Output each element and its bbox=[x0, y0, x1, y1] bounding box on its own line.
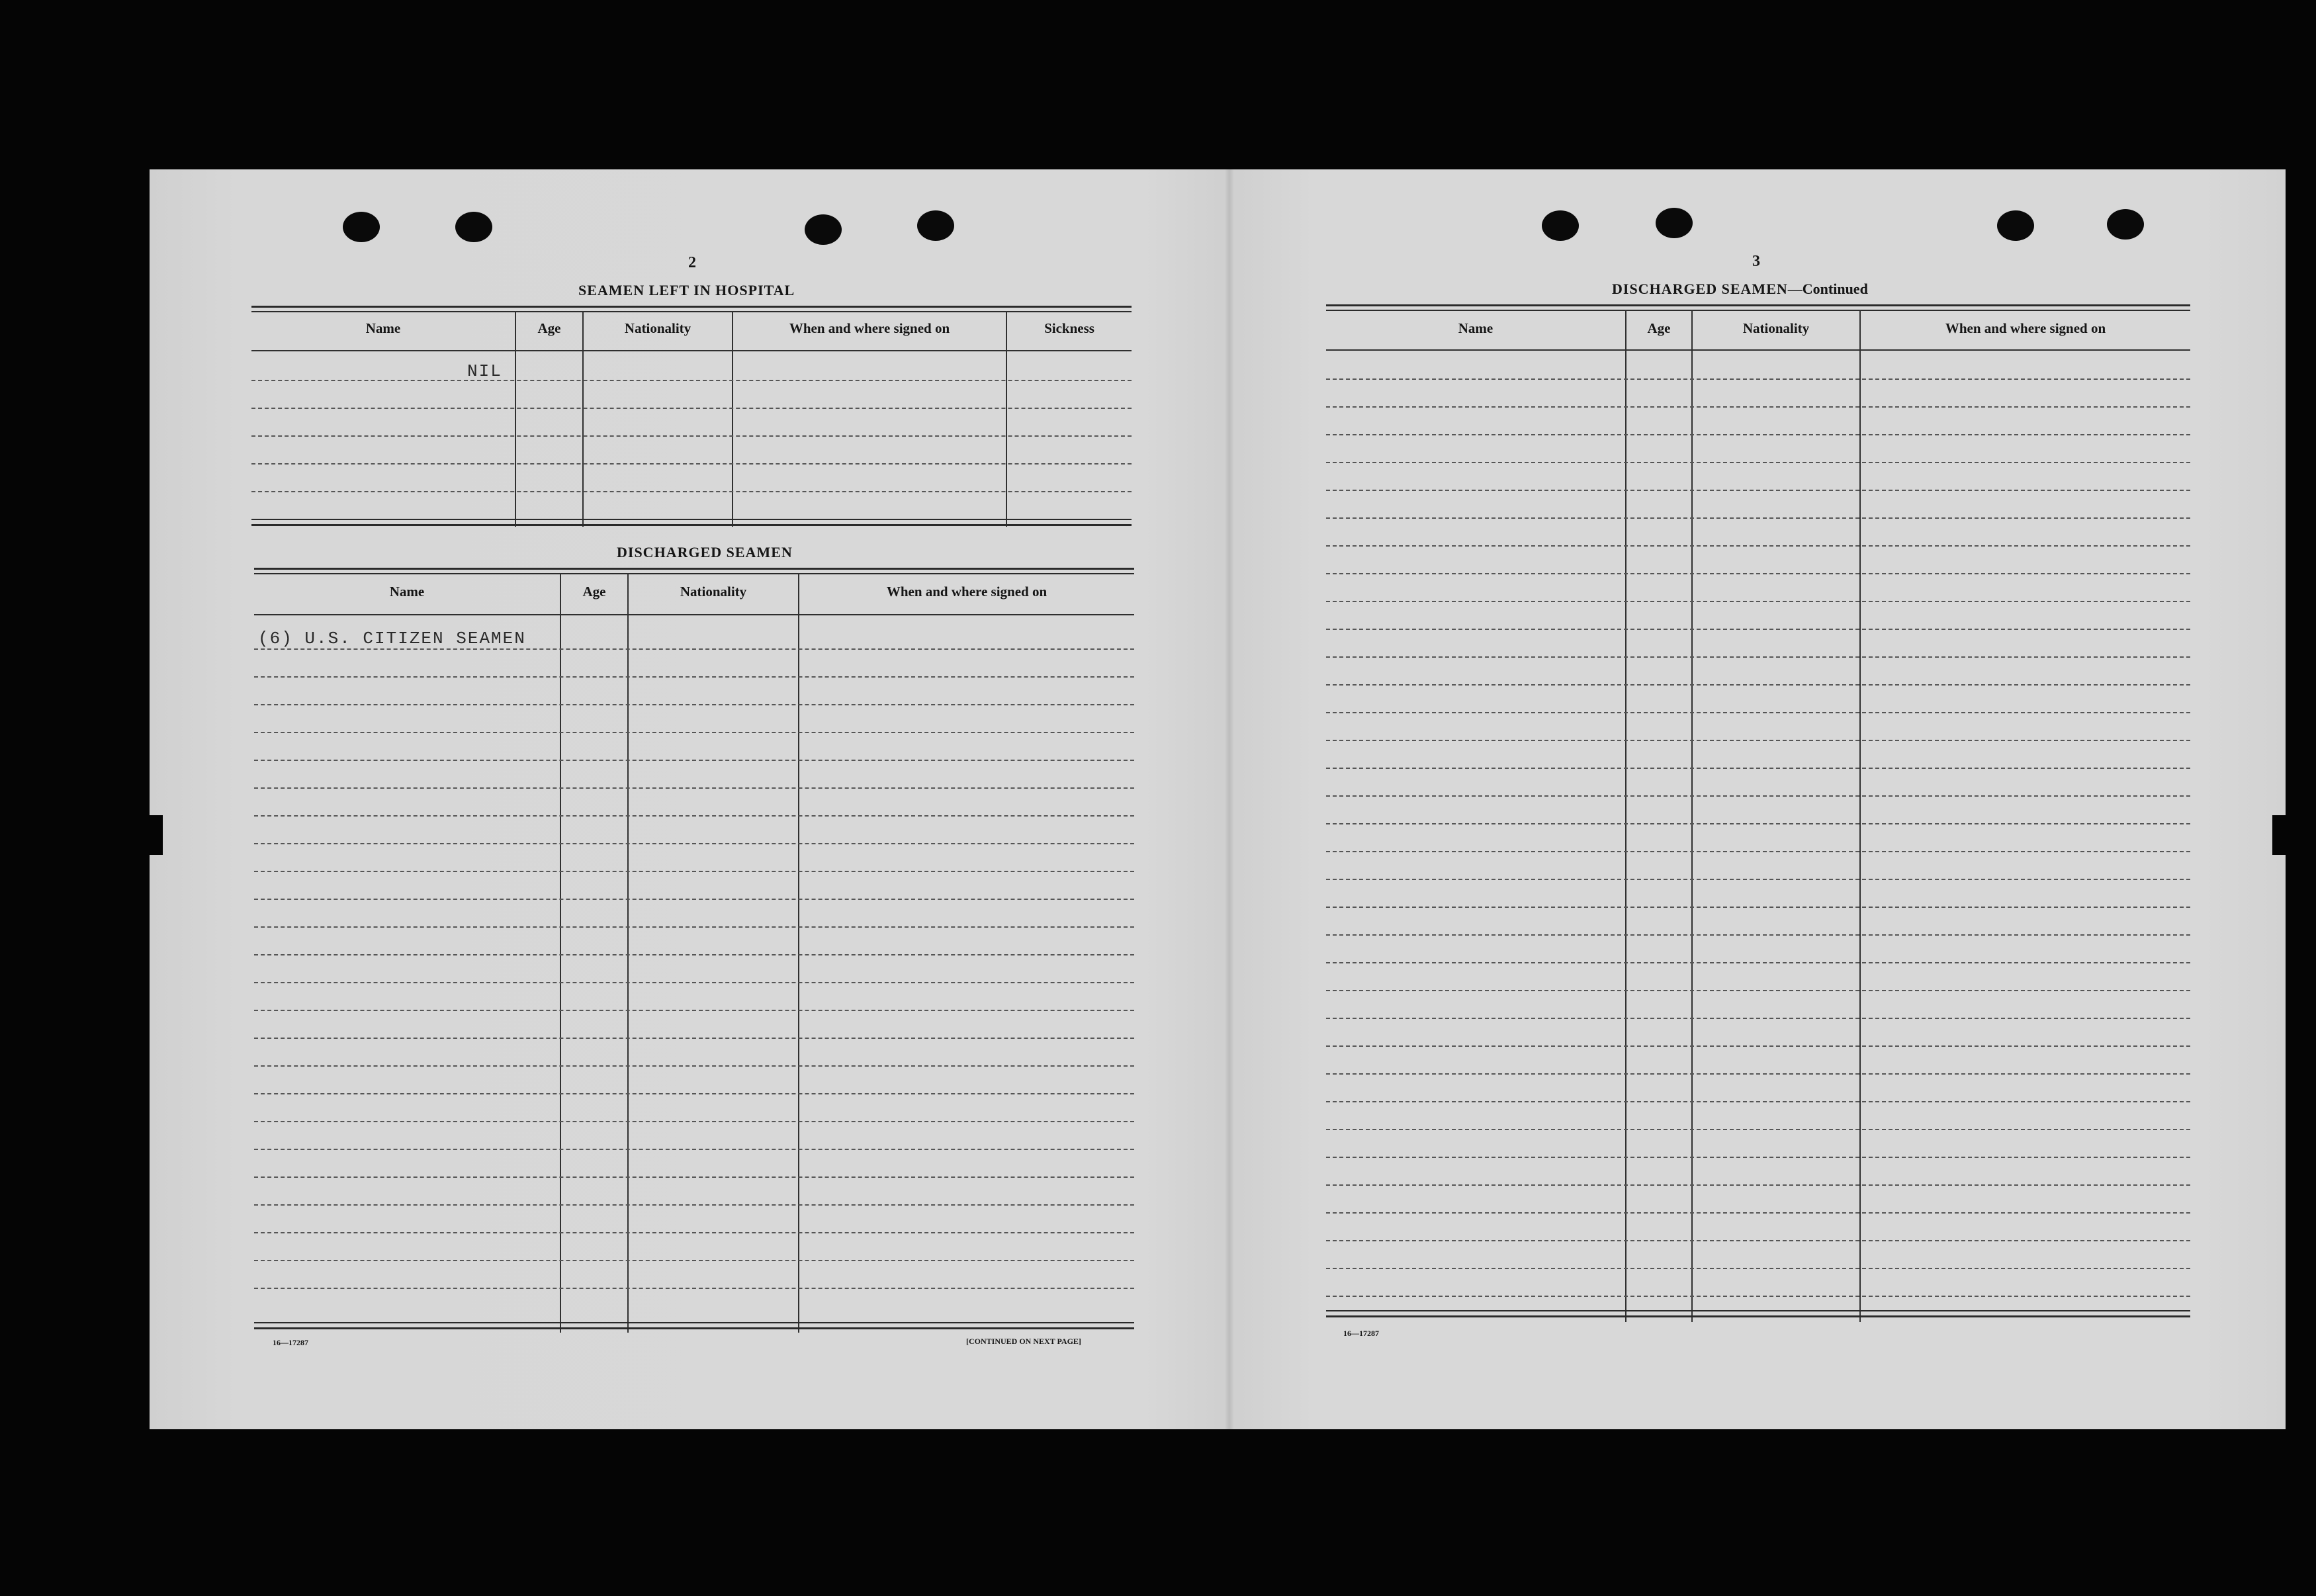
column-header-signed-on: When and where signed on bbox=[886, 584, 1047, 599]
punch-hole bbox=[1656, 208, 1693, 238]
column-header-name: Name bbox=[365, 320, 401, 336]
hospital-table-title: SEAMEN LEFT IN HOSPITAL bbox=[578, 282, 795, 298]
column-header-nationality: Nationality bbox=[624, 320, 691, 336]
column-header-nationality: Nationality bbox=[1742, 320, 1810, 336]
continued-note: [CONTINUED ON NEXT PAGE] bbox=[966, 1337, 1081, 1346]
page-number-right: 3 bbox=[1752, 253, 1760, 270]
punch-hole bbox=[1997, 210, 2034, 241]
column-header-age: Age bbox=[537, 320, 561, 336]
column-header-age: Age bbox=[582, 584, 606, 599]
punch-hole bbox=[343, 212, 380, 242]
column-header-name: Name bbox=[389, 584, 425, 599]
punch-hole bbox=[1542, 210, 1579, 241]
discharged-table bbox=[254, 568, 1134, 1333]
right-edge-notch bbox=[2272, 815, 2299, 855]
column-header-sickness: Sickness bbox=[1044, 320, 1094, 336]
discharged-table-title: DISCHARGED SEAMEN bbox=[617, 544, 793, 560]
form-code-right: 16—17287 bbox=[1343, 1329, 1379, 1338]
column-header-signed-on: When and where signed on bbox=[1945, 320, 2106, 336]
discharged-continued-title: DISCHARGED SEAMEN—Continued bbox=[1612, 281, 1868, 297]
form-code-left: 16—17287 bbox=[273, 1338, 308, 1347]
punch-hole bbox=[2107, 209, 2144, 240]
hospital-table bbox=[251, 306, 1132, 528]
left-edge-notch bbox=[136, 815, 163, 855]
typed-entry-citizen-seamen: (6) U.S. CITIZEN SEAMEN bbox=[258, 629, 526, 648]
page-fold bbox=[1225, 169, 1233, 1429]
discharged-continued-table bbox=[1326, 304, 2190, 1322]
punch-hole bbox=[917, 210, 954, 241]
punch-hole bbox=[455, 212, 492, 242]
column-header-age: Age bbox=[1647, 320, 1671, 336]
page-number-left: 2 bbox=[688, 254, 696, 271]
column-header-name: Name bbox=[1458, 320, 1493, 336]
typed-entry-nil: NIL bbox=[467, 361, 502, 381]
punch-hole bbox=[805, 214, 842, 245]
column-header-signed-on: When and where signed on bbox=[789, 320, 950, 336]
column-header-nationality: Nationality bbox=[680, 584, 747, 599]
